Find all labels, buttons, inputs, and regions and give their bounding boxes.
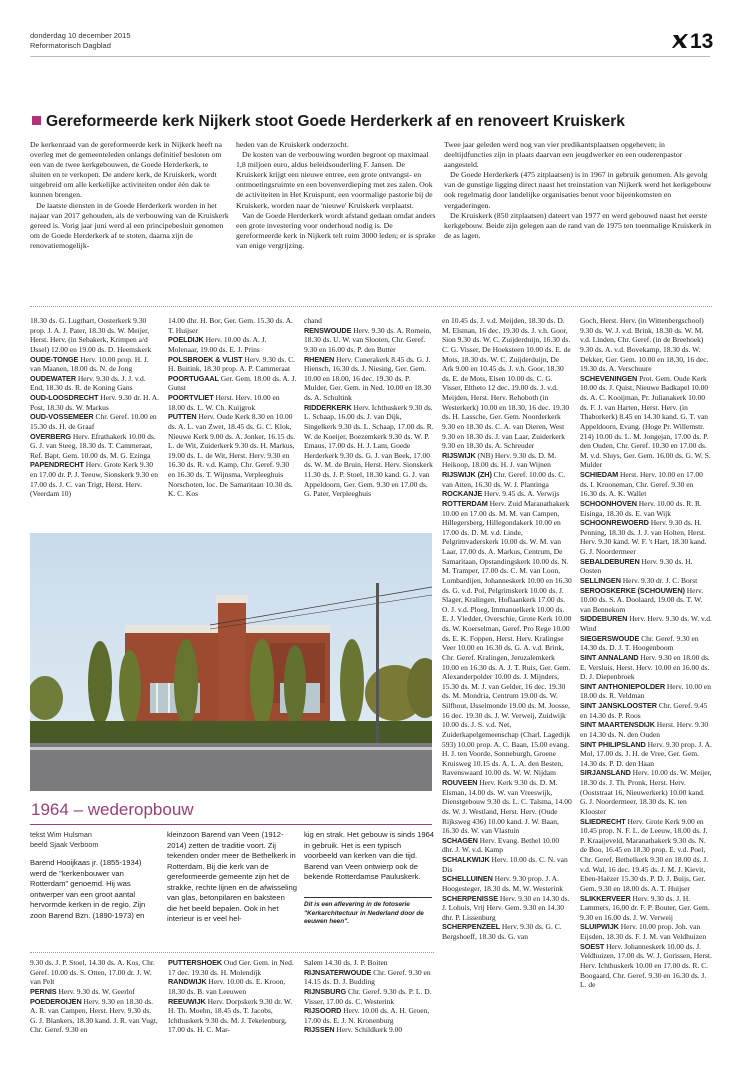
- listing-details: Herv. Kerk 9.30 ds. D. M. Elsman, 14.00 ds. W. van Vreeswijk, Dienstgebouw 9.30 ds. L. C. Talsma, 14.00 ds. W. J. Westland, Herst. Herv. (Oude Rijksweg 436) 10.00 kand. J. W. Baan, 16.30 ds. W. van Vlastuin: [442, 778, 572, 836]
- listing-details: Herv. 10.00 ds. S. A. Doolaard, 19.00 ds. T. W. van Bennekom: [580, 585, 704, 614]
- listing-place: RIJNSATERWOUDE: [304, 967, 372, 977]
- listing-entry: [580, 557, 712, 576]
- listing-place: RENSWOUDE: [304, 325, 352, 335]
- feature-credits: [30, 830, 160, 850]
- listings-bottom-1: [30, 958, 160, 1058]
- listing-details: Chr. Geref. 9.30 ds. P. L. D. Visser, 17.00 ds. C. Westerink: [304, 986, 432, 1006]
- listing-entry: [442, 489, 572, 499]
- listing-entry: [442, 894, 572, 923]
- listing-details: Herv. 9.30 ds. J. H. Lammers, 16.00 dr. F. P. Bouter, Ger. Gem. 9.30 en 16.00 ds. J. W. Verweij: [580, 893, 710, 922]
- section-divider: [30, 306, 712, 307]
- listing-details: Ger. Gem. 18.00 ds. A. J. Gunst: [168, 373, 297, 393]
- listing-entry: [30, 997, 160, 1036]
- listing-entry: [30, 958, 160, 987]
- article-column-3: [444, 140, 712, 260]
- listing-entry: [580, 894, 712, 923]
- listing-details: Herv. 9.30 dr. J. C. Borst: [620, 575, 698, 585]
- header-rule: [30, 56, 710, 57]
- listing-details: Herv. Zuid Maranathakerk 10.00 en 17.00 ds. M. M. van Campen, Hillegersberg, Hillegondakerk 10.00 en 17.00 ds. D. M. v.d. Linde, Pelgrimvaderskerk 10.00 ds. W. M. van Laar, 17.00 ds. A. Markus, Centrum, De Samaritaan, Opstandingskerk 10.00 ds. N. M. Tramper, 17.00 ds. C. M. van Loon, Lombardijen, Johanneskerk 10.00 en 16.30 ds. G. v.d. Pol, Pelgrimskerk 10.00 ds. J. Slager, Kralingen, Hoflaankerk 17.00 ds. O. J. v.d. Ploeg, Immanuelkerk 10.00 ds. E. J. Vledder, Overschie, Grote Kerk 10.00 ds. W. Koerselman, Geref. Pro Rege 10.00 ds. E. K. Foppen, Herst. Herv. Kralingse Veer 10.00 en 16.30 ds. G. A. v.d. Brink, Chr. Geref. Kralingen, Jeruzalemkerk 10.00 en 16.30 ds. A. J. T. Ruis, Ger. Gem. Alexanderpolder 10.00 ds. J. Mijnders, 15.30 ds. M. J. van Gelder, 16 dec. 19.30 ds. M. Mondria, Centrum 19.00 ds. W. Silfhout, IJsselmonde 19.00 ds. M. Joosse, 16 dec. 19.30 ds. J. W. Verweij, Zuidwijk 10.00 ds. J. S. v.d. Net, Zuiderkapelgemeenschap (Charl. Lagedijk 593) 10.00 prop. A. C. Baan, 15.00 evang. H. J. ten Voorde, Sonneburgh, Groene Kruisweg 10.15 ds. A. L. A. den Besten, Ravenswaard 10.00 ds. W. W. Nijdam: [442, 498, 572, 778]
- feature-column-1: Barend Hooijkaas jr. (1855-1934) werd de "kerkenbouwer van Rotterdam" genoemd. Hij was ontwerper van een groot aantal hervormde kerken in de regio. Zijn zoon Barend Bzn. (1890-1973) en: [30, 858, 146, 920]
- listing-entry: [168, 355, 298, 374]
- listing-entry: [580, 922, 712, 941]
- listing-entry: [580, 586, 712, 615]
- listing-details: Herv. 10.00 ds. A. H. Groen, 17.00 ds. E. J. N. Kronenburg: [304, 1006, 430, 1025]
- listing-entry: [168, 977, 298, 996]
- listing-place: PERNIS: [30, 986, 57, 996]
- listing-details: Herv. 10.00 ds. R. R. Eisinga, 18.30 ds. E. van Wijk: [580, 498, 702, 518]
- listing-place: ROTTERDAM: [442, 498, 488, 508]
- article-headline-text: Gereformeerde kerk Nijkerk stoot Goede Herderkerk af en renoveert Kruiskerk: [46, 113, 625, 130]
- listing-details: Herv. 10.00 prop. Joh. van Eijsden, 18.30 ds. F. J. M. van Veldhuizen: [580, 922, 707, 941]
- listing-place: RIJSWIJK (ZH): [442, 470, 492, 479]
- listing-entry: [580, 316, 712, 374]
- listing-place: SCHAGEN: [442, 835, 478, 845]
- rd-logo-icon: [671, 32, 689, 50]
- bottom-divider: [30, 952, 434, 953]
- listing-details: Herv. 10.00 ds. A. J. Molenaar, 19.00 ds. E. J. Prins: [168, 335, 267, 354]
- listing-details: Prot. Gem. Oude Kerk 10.00 ds. J. Quist, Nieuwe Badkapel 10.00 ds. A. C. Kooijman, Pr. Julianakerk 10.00 ds. F. J. van Harten, Herst. Herv. (in Thaborkerk) 8.45 en 14.30 kand. G. T. van Appeldoorn, Evang. (Hoge Pr. Willemstr. 214) 10.00 ds. L. M. Jongejan, 17.00 ds. P. den Ouden, Chr. Geref. 10.30 en 17.00 ds. M. v.d. Sluys, Ger. Gem. 16.00 ds. G. W. S. Mulder: [580, 373, 711, 470]
- listing-details: Herv. 9.30 ds. H. Oosten: [580, 556, 693, 576]
- listings-column-2: [168, 316, 298, 538]
- listing-place: SLIEDRECHT: [580, 816, 626, 826]
- listing-entry: [442, 855, 572, 874]
- listing-entry: [168, 335, 298, 354]
- listing-place: SLIKKERVEER: [580, 893, 631, 903]
- credit-photo: beeld Sjaak Verboom: [30, 840, 99, 849]
- listing-details: Herv. 9.30 ds. G. C. Bergshoeff, 18.30 ds. G. van: [442, 922, 562, 941]
- article-paragraph: heden van de Kruiskerk onderzocht.: [236, 140, 349, 149]
- listing-entry: [304, 316, 434, 326]
- listing-entry: [580, 374, 712, 470]
- article-paragraph: Van de Goede Herderkerk wordt afstand gedaan omdat anders een grote investering voor onderhoud nodig is. De gereformeerde kerk in Nijkerk telt ruim 3000 leden; er is sprake van enige vergrijzing.: [236, 210, 436, 250]
- listing-details: Herv. 9.30 ds. C. H. Buitink, 18.30 prop. A. P. Cammeraat: [168, 354, 295, 374]
- listing-entry: [168, 412, 298, 499]
- article-paragraph: De kerkenraad van de gereformeerde kerk in Nijkerk heeft na overleg met de gemeenteleden onlangs definitief besloten om een van de twee kerkgebouwen, de Goede Herderkerk, te sluiten en te verkopen. De andere kerk, de Kruiskerk, wordt uitgebreid om alle kerkelijke activiteiten onder één dak te kunnen brengen.: [30, 140, 223, 200]
- listing-details: Herv. 9.30 ds. J. J. v.d. End, 18.30 ds. R. de Koning Gans: [30, 373, 146, 393]
- listing-details: Herv. 9.30 en 18.30 ds. A. R. van Campen, Herst. Herv. 9.30 ds. G. J. Blankers, 18.30 kand. J. R. van Vugt, Chr. Geref. 9.30 en: [30, 996, 158, 1035]
- listing-place: SIEGERSWOUDE: [580, 633, 640, 643]
- listing-place: SIRJANSLAND: [580, 768, 631, 778]
- listing-entry: [580, 653, 712, 682]
- listing-place: SIDDEBUREN: [580, 614, 628, 624]
- feature-column-2: kleinzoon Barend van Veen (1912-2014) zetten de traditie voort. Zij tekenden onder meer de Bethelkerk in Rotterdam. Bij die kerk van de gereformeerde gemeente zijn het de strakke, rechte lijnen en de afwisseling van glas, betonpilaren en baksteen die het beeld bepalen. Ook in het interieur is er veel hel-: [167, 830, 297, 923]
- listing-entry: [580, 720, 712, 739]
- listing-details: Herv. Efrathakerk 10.00 ds. G. J. van Steeg, 18.30 ds. T. Cammeraat, Ref. Bapt. Gem. 10.00 ds. M. G. Ezinga: [30, 431, 156, 460]
- listing-place: PUTTEN: [168, 412, 197, 422]
- listing-place: PUTTERSHOEK: [168, 958, 223, 967]
- listing-entry: [580, 614, 712, 633]
- listing-details: Herv. 9.30 ds. A. Romein, 18.30 ds. U. W. van Slooten, Chr. Geref. 9.30 en 16.00 ds. P. den Butter: [304, 325, 432, 354]
- listing-entry: [442, 874, 572, 893]
- listing-entry: [580, 634, 712, 653]
- listing-place: RIJNSBURG: [304, 986, 347, 996]
- series-note: Dit is een aflevering in de fotoserie "Kerkarchitectuur in Nederland door de eeuwen heen".: [304, 897, 432, 927]
- listing-details: Herv. 9.30 ds. H. Penning, 18.30 ds. J. J. van Holten, Herst. Herv. 9.30 kand. W. F. 't Hart, 18.30 kand. G. J. Noordermeer: [580, 518, 707, 556]
- listing-details: Chr. Geref. 10.00 en 15.30 ds. H. de Graaf: [30, 412, 157, 431]
- listing-details: Herv. 9.30 prop. J. A. Hoogesteger, 18.30 ds. M. W. Westerink: [442, 874, 564, 893]
- listing-details: Chr. Geref. 9.30 en 14.15 ds. D. J. Budding: [304, 967, 431, 987]
- listing-place: SINT ANNALAND: [580, 652, 639, 662]
- listing-place: PAPENDRECHT: [30, 460, 84, 470]
- listing-details: 18.30 ds. G. Lugthart, Oosterkerk 9.30 prop. J. A. J. Pater, 18.30 ds. W. Meijer, Herst. Herv. (in Sebakerk, Krimpen a/d IJssel) 12.00 en 19.00 ds. D. Heemskerk: [30, 316, 152, 354]
- listing-details: Herst. Herv. 10.00 en 17.00 ds. I. Krooneman, Chr. Geref. 9.30 en 16.30 ds. A. K. Wallet: [580, 470, 703, 499]
- listing-details: Chr. Geref. 10.00 ds. C. van Atten, 16.30 ds. W. J. Plantinga: [442, 470, 566, 489]
- listing-details: Herst. Herv. 9.30 en 14.30 ds. N. den Ouden: [580, 720, 709, 739]
- article-headline: [32, 113, 625, 131]
- article-paragraph: De Goede Herderkerk (475 zitplaatsen) is in 1967 in gebruik genomen. Als gevolg van de gunstige ligging direct naast het treinstation van Nijkerk werd het kerkgebouw ook regelmatig door landelijke organisaties benut voor bijeenkomsten en vergaderingen.: [444, 170, 712, 210]
- listing-place: OUD-LOOSDRECHT: [30, 393, 99, 402]
- listing-place: SCHERPENISSE: [442, 893, 498, 903]
- listing-details: (NB) Herv. 9.30 ds. D. M. Heikoop, 18.00 ds. H. J. van Wijnen: [442, 450, 557, 470]
- listing-place: SINT JANSKLOOSTER: [580, 701, 657, 710]
- listing-entry: [304, 326, 434, 355]
- listing-entry: [30, 374, 160, 393]
- listing-details: Herv. Oude Kerk 8.30 en 10.00 ds. A. L. van Zwet, 18.45 ds. G. C. Klok, Nieuwe Kerk 9.00 ds. A. Jonker, 16.15 ds. L. de Wit, Zuiderkerk 9.30 ds. H. Markus, 19.00 ds. L. de Wit, Herst. Herv. 9.30 en 16.30 ds. R. v.d. Kamp, Chr. Geref. 9.30 en 16.30 ds. T. Wijnsma, Verpleeghuis Norschoten, loc. De Samaritaan 10.30 ds. K. C. Kos: [168, 412, 295, 499]
- listing-details: 14.00 dhr. H. Bor, Ger. Gem. 15.30 ds. A. T. Huijser: [168, 316, 293, 335]
- listing-place: ROUVEEN: [442, 778, 478, 787]
- listing-details: Herst. Herv. 10.00 en 18.00 ds. L. W. Ch. Kuijgrok: [168, 393, 280, 412]
- listing-details: Chr. Geref. 9.45 en 14.30 ds. P. Roos: [580, 701, 708, 720]
- article-column-1: [30, 140, 230, 260]
- listing-place: OUD-VOSSEMEER: [30, 412, 94, 422]
- page-number: 13: [690, 30, 714, 53]
- listing-details: Herv. 10.00 ds. W. Meijer, 18.30 ds. J. Th. Pronk, Herst. Herv. (Ooststraat 16, Nieuwerkerk) 10.00 kand. G. J. Noordermeer, 18.30 ds. K. ten Klooster: [580, 768, 712, 816]
- listing-entry: [30, 393, 160, 412]
- header-date-block: [30, 31, 131, 51]
- listing-place: SCHALKWIJK: [442, 855, 490, 864]
- listing-entry: [168, 393, 298, 412]
- listing-details: Herv. Evang. Bethel 10.00 dhr. J. W. v.d. Kamp: [442, 835, 560, 855]
- listing-details: Herv. 10.00 ds. E. Kroon, 18.30 ds. B. van Leeuwen: [168, 977, 286, 996]
- listings-column-3: [304, 316, 434, 538]
- listing-details: Herv. 9.30 en 18.00 ds. E. Versluis, Herst. Herv. 10.00 en 16.00 ds. D. J. Diepenbroek: [580, 652, 710, 682]
- listing-entry: [304, 958, 434, 968]
- listing-entry: [30, 412, 160, 431]
- church-photo: [30, 533, 432, 791]
- article-paragraph: Twee jaar geleden werd nog van vier predikantsplaatsen opgeheven; in deeltijdfuncties zijn in plaats daarvan een jeugdwerker en een ouderenpastor aangesteld.: [444, 140, 683, 170]
- listing-entry: [580, 499, 712, 518]
- listing-place: SCHELLUINEN: [442, 874, 493, 884]
- listing-entry: [580, 817, 712, 894]
- listing-entry: [30, 987, 160, 997]
- listing-place: POORTVLIET: [168, 393, 214, 402]
- listing-details: Herv. Dorpskerk 9.30 dr. W. H. Th. Moehn, 18.45 ds. T. Jacobs, Ichthuskerk 9.30 ds. M. J. Tekelenburg, 17.00 ds. H. C. Mar-: [168, 996, 293, 1035]
- article-column-2: [236, 140, 436, 260]
- listing-details: Herv. 9.30 ds. W. Geerlof: [56, 986, 136, 996]
- listing-details: Herv. 9.30 en 14.30 ds. J. Lohuis, Vrij Herv. Gem. 9.30 en 14.30 dhr. P. Lissenburg: [442, 893, 570, 922]
- listing-place: SINT MAARTENSDIJK: [580, 720, 655, 730]
- listings-column-4: [442, 316, 572, 1058]
- feature-title-rule: [30, 824, 432, 825]
- listing-details: Herv. Grote Kerk 9.30 en 17.00 dr. P. J. Teeuw, Sionskerk 9.30 en 17.00 ds. J. C. van Trigt, Herst. Herv. (Veerdam 10): [30, 460, 159, 499]
- listing-place: POEDEROIJEN: [30, 996, 82, 1006]
- listing-place: SEROOSKERKE (SCHOUWEN): [580, 585, 685, 595]
- listing-entry: [30, 355, 160, 374]
- listing-entry: [30, 432, 160, 461]
- listing-place: OUDE-TONGE: [30, 354, 79, 364]
- listing-details: 9.30 ds. J. P. Stoel, 14.30 ds. A. Kos, Chr. Geref. 10.00 ds. S. Otten, 17.00 dr. J. W. van Pelt: [30, 958, 155, 987]
- listing-entry: [580, 942, 712, 990]
- listing-entry: [304, 355, 434, 403]
- listing-entry: [442, 778, 572, 836]
- listing-entry: [580, 518, 712, 557]
- listing-entry: [442, 316, 572, 451]
- listing-place: SCHOONREWOERD: [580, 518, 649, 528]
- listing-details: Herv. Herv. 9.30 ds. W. v.d. Wind: [580, 614, 712, 633]
- listing-place: POLSBROEK & VLIST: [168, 354, 243, 364]
- listing-details: Herv. 10.00 prop. H. J. van Maanen, 18.00 ds. N. de Jong: [30, 354, 149, 374]
- feature-column-3: kig en strak. Het gebouw is sinds 1964 in gebruik. Het is een typisch voorbeeld van kerken van die tijd. Barend van Veen ontwierp ook de bekende Rotterdamse Pauluskerk.: [304, 830, 434, 881]
- listing-place: POELDIJK: [168, 335, 204, 345]
- listing-place: REEUWIJK: [168, 996, 206, 1006]
- listing-entry: [30, 460, 160, 499]
- listing-entry: [30, 316, 160, 355]
- listing-details: chand: [304, 316, 322, 325]
- listing-place: SOEST: [580, 941, 605, 951]
- listing-entry: [304, 987, 434, 1006]
- article-paragraph: De laatste diensten in de Goede Herderkerk worden in het najaar van 2017 gehouden, als de verbouwing van de Kruiskerk gereed is. Vorig jaar juni werd al een principebesluit genomen om de Goede Herderkerk af te stoten, daarna zijn de renovatiemogelijk-: [30, 200, 229, 250]
- listing-entry: [304, 1006, 434, 1025]
- listing-place: RANDWIJK: [168, 977, 207, 987]
- listing-details: Goch, Herst. Herv. (in Wittenbergschool) 9.30 ds. W. J. v.d. Brink, 18.30 ds. W. M. v.d. Linden, Chr. Geref. (in de Breehoek) 9.30 ds. A. v.d. Bovekamp, 18.30 ds. W. Dekker, Ger. Gem. 10.00 en 18.30, 16 dec. 19.30 ds. A. Verschuure: [580, 316, 709, 374]
- listing-entry: [580, 701, 712, 720]
- listing-place: SCHOONHOVEN: [580, 498, 637, 508]
- listing-details: Herv. Schildkerk 9.00: [334, 1025, 403, 1035]
- listing-details: en 10.45 ds. J. v.d. Meijden, 18.30 ds. D. M. Elsman, 16 dec. 19.30 ds. J. v.h. Goor, Sion 9.30 ds. W. C. Zuijderduijn, 16.30 ds. C. G. Visser, De Hoeksteen 10.00 ds. E. de Mots, 18.30 ds. W. C. Zuijderduijn, De Ark 9.00 en 10.45 ds. J. v.h. Goor, 18.30 ds. E. de Mots, Elsen 10.00 ds. C. G. Visser, Eltheto 12 dec. 19.00 ds. J. v.d. Meijden, Herst. Herv. Rehoboth (in Westerkerk) 10.00 en 18.30, 16 dec. 19.30 ds. H. Lassche, Ger. Gem. Noorderkerk 9.30 en 18.30 ds. C. A. van Dieren, West 9.30 en 18.30 ds. J. van Laar, Zuiderkerk 9.30 en 18.30 ds. A. Schreuder: [442, 316, 571, 451]
- listing-entry: [168, 316, 298, 335]
- listing-entry: [442, 499, 572, 778]
- header-date: donderdag 10 december 2015: [30, 31, 131, 40]
- listing-details: Herv. 9.30 prop. J. A. Mol, 17.00 ds. J. H. de Vree, Ger. Gem. 14.30 ds. P. D. den Haan: [580, 739, 712, 768]
- listing-entry: [442, 836, 572, 855]
- listing-details: Herv. Johanneskerk 10.00 ds. J. Veldhuizen, 17.00 ds. W. J. Gorissen, Herst. Herv. Ichthuskerk 10.00 en 17.00 ds. R. C. Boogaard, Chr. Geref. 9.30 en 16.30 ds. J. L. de: [580, 941, 712, 990]
- listing-details: Oud Ger. Gem. in Ned. 17 dec. 19.30 ds. H. Molendijk: [168, 958, 294, 977]
- listing-entry: [580, 740, 712, 769]
- listing-place: SINT PHILIPSLAND: [580, 739, 646, 749]
- listing-entry: [304, 1025, 434, 1035]
- listing-place: SINT ANTHONIEPOLDER: [580, 681, 665, 691]
- listing-details: Salem 14.30 ds. J. P. Boiten: [304, 958, 388, 967]
- header-paper-name: Reformatorisch Dagblad: [30, 41, 111, 50]
- listing-place: RIJSWIJK: [442, 450, 476, 460]
- feature-title: 1964 – wederopbouw: [31, 800, 194, 819]
- listing-entry: [168, 958, 298, 977]
- credit-text: tekst Wim Hulsman: [30, 830, 92, 839]
- listing-entry: [580, 682, 712, 701]
- listing-details: Herv. Grote Kerk 9.00 en 10.45 prop. N. F. L. de Leeuw, 18.00 ds. J. P. Kraaijeveld, Maranathakerk 9.30 ds. N. de Boo, 16.45 en 18.30 prop. E. v.d. Poel, Chr. Geref. Bethelkerk 9.30 en 18.00 ds. J. v.d. Wal, 16 dec. 19.45 ds. J. M. J. Kievit, Eben-Haëzer 15.30 ds. P. D. J. Buijs, Ger. Gem. 9.30 en 18.00 ds. A. T. Huijser: [580, 816, 709, 893]
- listing-entry: [442, 470, 572, 489]
- listing-entry: [580, 470, 712, 499]
- listings-column-1: [30, 316, 160, 538]
- listing-details: Herv. 9.30 dr. H. A. Post, 18.30 ds. W. Markus: [30, 393, 160, 412]
- listings-bottom-2: [168, 958, 298, 1058]
- listing-place: RHENEN: [304, 354, 335, 364]
- listing-entry: [168, 374, 298, 393]
- listing-entry: [304, 403, 434, 499]
- article-paragraph: De Kruiskerk (850 zitplaatsen) dateert van 1977 en werd gebouwd naast het eerste kerkgebouw. Beide zijn gelegen aan de rand van de 1975 ten toenmalige Kruiskerk in de as lagen.: [444, 210, 712, 240]
- listing-entry: [168, 997, 298, 1036]
- listing-place: POORTUGAAL: [168, 373, 219, 383]
- listing-place: SCHIEDAM: [580, 470, 619, 479]
- listing-entry: [580, 768, 712, 816]
- listing-place: SCHEVENINGEN: [580, 373, 638, 383]
- listing-details: Herv. 10.00 en 18.00 ds. R. Veldman: [580, 681, 711, 701]
- listing-place: RIJSOORD: [304, 1006, 342, 1016]
- listings-column-5: [580, 316, 712, 1058]
- listing-place: SEBALDEBUREN: [580, 556, 640, 566]
- listing-details: Herv. 9.45 ds. A. Verwijs: [482, 489, 560, 499]
- listing-place: OVERBERG: [30, 431, 71, 441]
- listing-entry: [442, 922, 572, 941]
- listing-details: Herv. Ichthuskerk 9.30 ds. L. Schaap, 16.00 ds. J. van Dijk, Singelkerk 9.30 ds. L. Schaap, 17.00 ds. R. W. de Koeijer, Boezemkerk 9.30 ds. W. P. Emaus, 17.00 ds. H. J. Lam, Goede Herderkerk 9.30 ds. G. J. van Beek, 17.00 ds. W. M. de Bruin, Herst. Herv. Sionskerk 11.30 ds. J. P. Stoel, 18.30 kand. G. J. van Appeldoorn, Ger. Gem. 9.30 en 17.00 ds. G. Pater, Verpleeghuis: [304, 402, 434, 499]
- listing-entry: [442, 451, 572, 470]
- listing-details: Herv. 10.00 ds. C. N. van Dis: [442, 855, 568, 874]
- listing-place: RIDDERKERK: [304, 402, 352, 412]
- headline-marker-icon: [32, 116, 41, 125]
- listing-place: SELLINGEN: [580, 575, 621, 585]
- listing-entry: [304, 968, 434, 987]
- listing-details: Herv. Cunerakerk 8.45 ds. G. J. Hiensch, 16.30 ds. J. Niesing, Ger. Gem. 10.00 en 18.00, 16 dec. 19.30 ds. P. Mulder, Ger. Gem. in Ned. 10.00 en 18.30 ds. A. Schultink: [304, 354, 431, 402]
- article-paragraph: De kosten van de verbouwing worden begroot op maximaal 1,8 miljoen euro, aldus beleidsouderling F. Jansen. De Kruiskerk krijgt een nieuwe entree, een grote ontvangst- en ontmoetingsruimte en een bovenverdieping met zes zalen. Ook de activiteiten in Het Kruispunt, een voormalige pastorie bij de Kruiskerk, worden naar de 'nieuwe' Kruiskerk verplaatst.: [236, 150, 433, 210]
- listing-place: ROCKANJE: [442, 489, 483, 499]
- listing-place: SLUIPWIJK: [580, 922, 619, 932]
- listing-details: Chr. Geref. 9.30 en 14.30 ds. D. J. T. Hoogenboom: [580, 633, 699, 653]
- listings-bottom-3: [304, 958, 434, 1058]
- listing-entry: [580, 576, 712, 586]
- listing-place: RIJSSEN: [304, 1025, 335, 1035]
- listing-place: SCHERPENZEEL: [442, 922, 500, 932]
- listing-place: OUDEWATER: [30, 373, 76, 383]
